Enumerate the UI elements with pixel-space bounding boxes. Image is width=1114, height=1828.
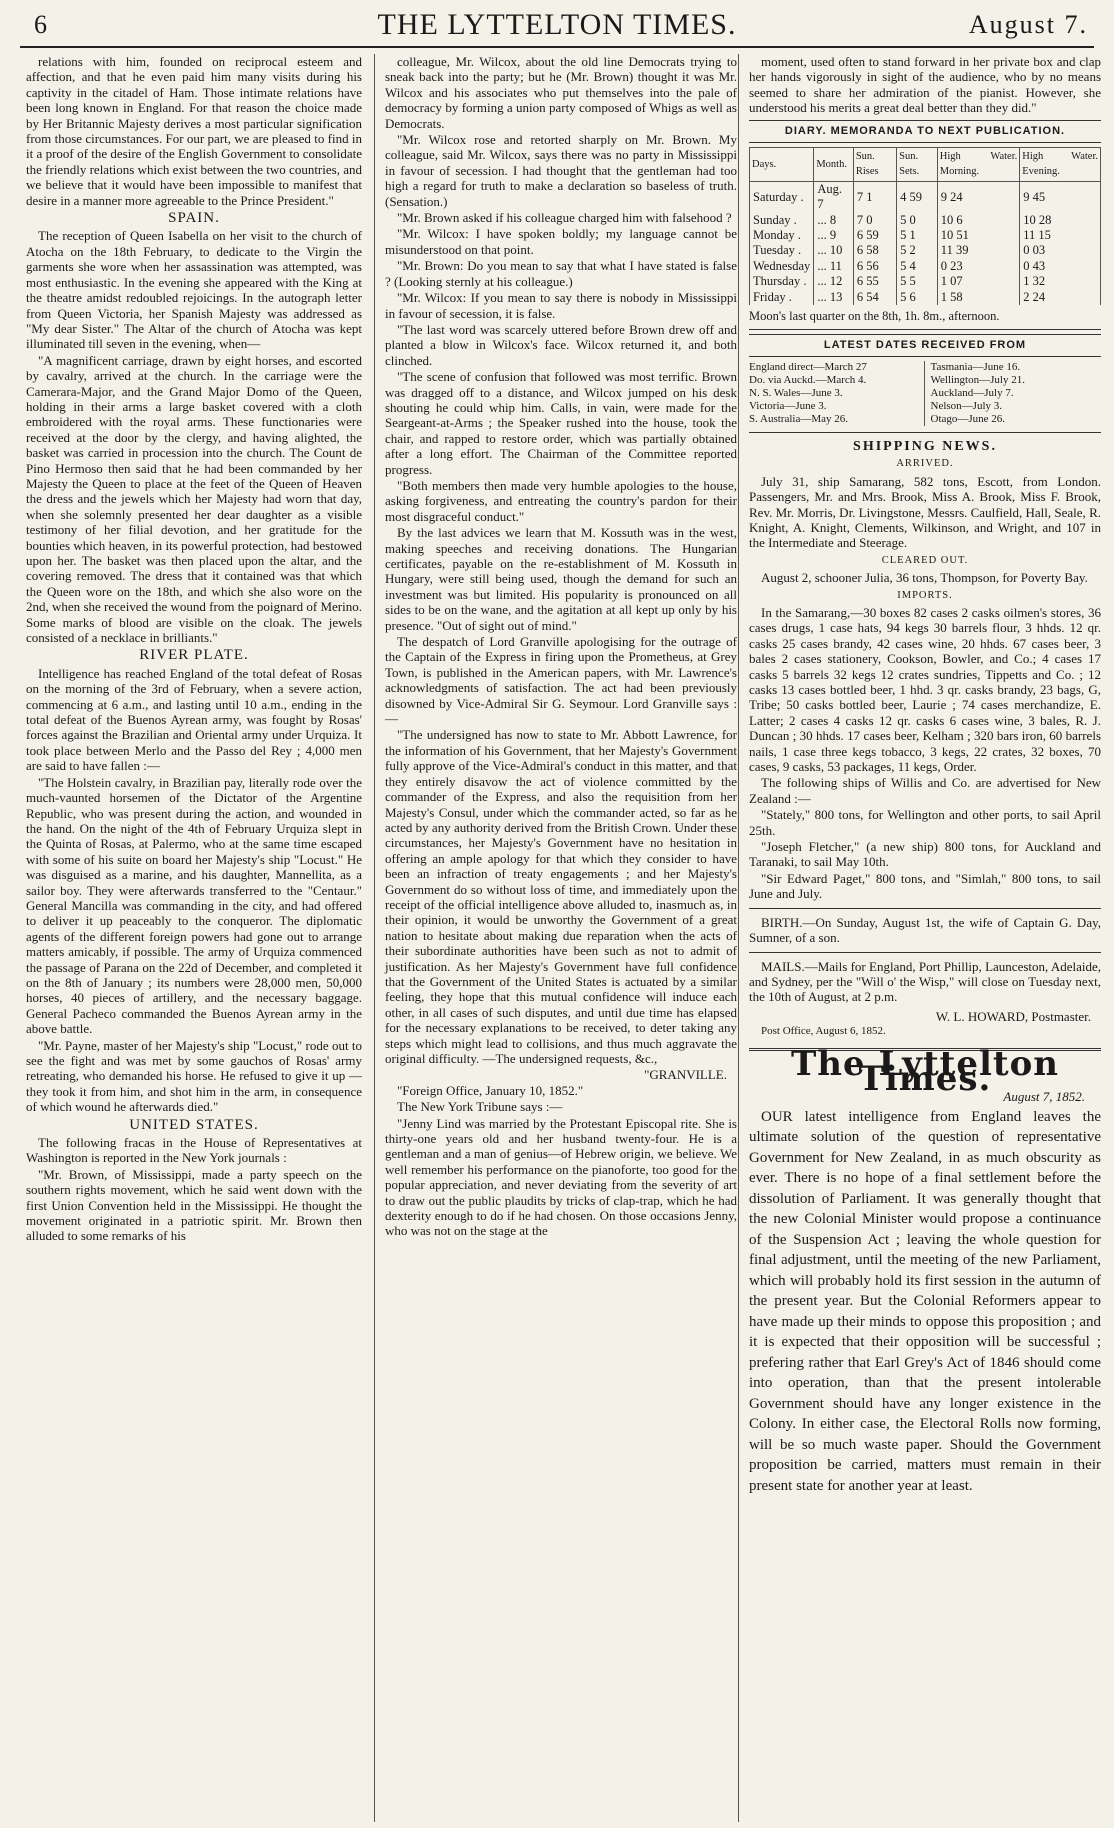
table-cell: 4 59 [897,181,938,212]
article-paragraph: relations with him, founded on reciprocal esteem and affection, and that he even paid him many visits during his captivity in the citadel of Ham. Those intimate relations have been long known in England. For that reason the choice made by Her Britannic Majesty derives a most particular signification from those circumstances. For our part, we are pleased to find in it a proof of the desire of the English Government to consolidate the friendly relations which exist between the two countries, and we believe that it would have been impossible to manifest that desire in a manner more agreeable to the Prince President." [26,54,362,208]
date-entry: Nelson—July 3. [930,399,1002,412]
table-cell: 5 4 [897,259,938,274]
article-quote: "Mr. Payne, master of her Majesty's ship "Locust," rode out to see the fight and was met by some gauchos of Rosas' army retreating, who demanded his horse. He refused to give it up —they took it from him, and shot him in the arm, in consequence of which wound he afterwards died." [26,1037,362,1115]
section-heading-united-states: UNITED STATES. [129,1116,259,1133]
table-cell: 6 54 [853,290,896,305]
table-header: Sun. Sets. [897,148,938,182]
table-cell: 6 56 [853,259,896,274]
table-header: High Water. Morning. [937,148,1019,182]
article-paragraph: Intelligence has reached England of the total defeat of Rosas on the morning of the 3rd of February, when a severe action, commencing at 6 a.m., and lasting until 10 a.m., ending in the total defeat of the Buenos Ayrean army, was fought by Rosas' forces against the Brazilian and Oriental army under Urquiza. It took place between Merlo and the Passo del Rey ; 4,000 men are said to have fallen :— [26,665,362,774]
article-quote: "Mr. Brown: Do you mean to say that what I have stated is false ? (Looking sternly at his colleague.) [385,258,737,289]
latest-dates [749,361,1101,426]
article-quote: "Mr. Brown asked if his colleague charged him with falsehood ? [397,210,732,226]
table-row [750,228,1101,243]
article-quote: "A magnificent carriage, drawn by eight horses, and escorted by cavalry, arrived at the church. In the carriage were the Camerara-Major, and the Grand Major Domo of the Queen, holding in their arms a large basket covered with a cloth embroidered with the royal arms. These functionaries were received at the door by the clergy, and having alighted, the basket was carried in procession into the church. The Count de Pino Hermoso then said that he had been commanded by her Majesty the Queen to place at the feet of the Queen of Heaven the dress and the jewels which her Majesty had worn that day, when she solemnly presented her dear daughter as a visible testimony of her filial devotion, and her gratitude for the bounties which heaven, in its powerful protection, had bestowed upon her. The basket was then placed upon the altar, and the covering removed. The dress that it contained was that which the Queen wore on the 18th, and which she also wore on the 2nd, when she received the wound from the poignard of Merino. Some marks of blood are visible on the cloak. The jewels consisted of a necklace in brilliants." [26,352,362,646]
diary-table [749,147,1101,305]
column-2 [374,54,737,1822]
table-cell: ... 11 [814,259,854,274]
table-header: Month. [814,148,854,182]
table-cell: 10 6 [937,213,1019,228]
table-cell: ... 10 [814,243,854,258]
cleared-text: August 2, schooner Julia, 36 tons, Thompson, for Poverty Bay. [761,570,1088,586]
table-cell: 6 58 [853,243,896,258]
page-number: 6 [34,10,47,39]
table-cell: ... 13 [814,290,854,305]
article-paragraph: By the last advices we learn that M. Kossuth was in the west, making speeches and receiving donations. The Hungarian certificates, payable on the re-establishment of M. Kossuth in Hungary, were still being used, though the demand for such an investment was but limited. His popularity is pronounced on all sides to be on the wane, and the agitation at all kept up only by his presence. "Out of sight out of mind." [385,525,737,633]
article-quote: "Mr. Wilcox: If you mean to say there is nobody in Mississippi in favour of secession, it is false. [385,290,737,321]
ship-listing: "Joseph Fletcher," (a new ship) 800 tons, for Auckland and Taranaki, to sail May 10th. [749,839,1101,870]
table-header: Days. [750,148,814,182]
article-quote: "The scene of confusion that followed was most terrific. Brown was dragged off to a distance, and Wilcox jumped on his desk shouting he could whip him. Calls, in vain, were made for the Seargeant-at-Arms ; the Speaker rushed into the house, took the chair, and rapped to restore order, which was partially obtained after a long effort. The Chairman of the Committee reported progress. [385,369,737,477]
moon-note: Moon's last quarter on the 8th, 1h. 8m., afternoon. [749,309,1101,329]
table-cell: 7 1 [853,181,896,212]
mails-notice: MAILS.—Mails for England, Port Phillip, Launceston, Adelaide, and Sydney, per the "Will o' the Wisp," will close on Tuesday next, the 10th of August, at 2 p.m. [749,958,1101,1005]
date-entry: Victoria—June 3. [749,399,827,412]
table-cell: 6 55 [853,274,896,289]
table-cell: 2 24 [1020,290,1101,305]
arrived-heading: ARRIVED. [896,458,954,470]
table-cell: ... 9 [814,228,854,243]
table-cell: Sunday . [750,213,814,228]
diary-title: DIARY. MEMORANDA TO NEXT PUBLICATION. [749,120,1101,143]
article-quote: "Foreign Office, January 10, 1852." [397,1082,584,1098]
table-cell: 0 03 [1020,243,1101,258]
table-cell: 1 32 [1020,274,1101,289]
table-row [750,213,1101,228]
table-cell: Friday . [750,290,814,305]
birth-notice: BIRTH.—On Sunday, August 1st, the wife of Captain G. Day, Sumner, of a son. [749,914,1101,946]
table-cell: 1 58 [937,290,1019,305]
table-cell: 5 2 [897,243,938,258]
table-cell: 5 0 [897,213,938,228]
article-paragraph: The following fracas in the House of Representatives at Washington is reported in the New York journals : [26,1135,362,1166]
article-quote: "Mr. Wilcox: I have spoken boldly; my language cannot be misunderstood on that point. [385,226,737,257]
table-cell: Tuesday . [750,243,814,258]
table-cell: Aug. 7 [814,181,854,212]
postmaster-signature: W. L. HOWARD, Postmaster. [935,1008,1091,1024]
shipping-news-heading: SHIPPING NEWS. [853,438,997,454]
editorial-text: OUR latest intelligence from England leaves the ultimate solution of the question of representative Government for New Zealand, in as much obscurity as ever. There is no hope of a final settlement before the dissolution of Parliament. It was generally thought that the new Colonial Minister would propose a continuance of the Suspension Act ; leaving the whole question for final adjustment, until the meeting of the new Parliament, which will probably hold its first session in the autumn of the present year. But the Colonial Reformers appear to have made up their minds to oppose this proposition ; and it is expected that their opposition will be successful ; prefering rather that Earl Grey's Act of 1846 should come into operation, than that the present intolerable Government should have any longer existence in the Colony. In either case, the Electoral Rolls now forming, will be so much waste paper. Should the Government proposition be carried, matters must remain in their present state for another year at least. [749,1108,1101,1494]
table-cell: 11 15 [1020,228,1101,243]
table-cell: 9 24 [937,181,1019,212]
table-row [750,274,1101,289]
section-heading-spain: SPAIN. [168,210,220,227]
table-cell: Monday . [750,228,814,243]
article-paragraph: moment, used often to stand forward in her private box and clap her hands vigorously in sight of the audience, who by no means seemed to share her admiration of the pianist. However, she understood his merits a great deal better than they did." [749,54,1101,116]
date-entry: S. Australia—May 26. [749,412,848,425]
table-cell: 5 1 [897,228,938,243]
column-3 [738,54,1101,1822]
table-cell: 10 51 [937,228,1019,243]
table-cell: Saturday . [750,181,814,212]
article-quote: "Both members then made very humble apologies to the house, asking forgiveness, and entreating the country's pardon for their most disgraceful conduct." [385,477,737,524]
date-entry: Auckland—July 7. [930,386,1014,399]
willis-text: The following ships of Willis and Co. are advertised for New Zealand :— [749,775,1101,806]
table-cell: 5 5 [897,274,938,289]
table-cell: 0 43 [1020,259,1101,274]
article-quote: "The Holstein cavalry, in Brazilian pay, literally rode over the much-vaunted horsemen of the Dictator of the Argentine Republic, who was present during the action, and wounded in the hand. On the night of the 4th of February Urquiza slept in the Quinta of Rosas, at Palermo, who at the same time escaped with some of his suite on board her Majesty's ship "Locust." He was disguised as a marine, and his daughter, Mannellita, as a sailor boy. They were afterwards transferred to the "Centaur." General Mancilla was commanding in the city, and had offered to deliver it up peaceably to the conqueror. The diplomatic agents of the different foreign powers had gone out to arrange matters amicably, if possible. The army of Urquiza commenced the passage of Parana on the 22d of December, and completed it on the 8th of January ; its numbers were 28,000 men, 50,000 horses, 40 pieces of artillery, and the necessary baggage. General Pacheco commanded the Buenos Ayrean army in the above battle. [26,774,362,1037]
imports-heading: IMPORTS. [897,589,953,601]
newspaper-title: THE LYTTELTON TIMES. [377,8,737,41]
table-cell: Wednesday [750,259,814,274]
signature: "GRANVILLE. [644,1067,727,1083]
section-heading-river-plate: RIVER PLATE. [139,647,249,664]
article-quote: "Jenny Lind was married by the Protestant Episcopal rite. She is thirty-one years old and her husband twenty-four. He is a gentleman and a man of genius—of Hebrew origin, we believe. We well remember his performance on the pianoforte, too good for the popular appreciation, and never deviating from the severity of art to draw out the public plaudits by tricks of clap-trap, which he had dexterity enough to do if he had chosen. On those occasions Jenny, who was not on the stage at the [385,1115,737,1239]
article-quote: "The undersigned has now to state to Mr. Abbott Lawrence, for the information of his Government, that her Majesty's Government fully approve of the Vice-Admiral's conduct in this matter, and that they entirely disavow the act of violence committed by the commander of the Express, and also the requisition from her Majesty's Consul, under which the commander acted, so far as he acted by any authority derived from the British Crown. Under these circumstances, her Majesty's Government have no hesitation in offering an ample apology for that which they consider to have been an infraction of treaty engagements ; and her Majesty's Government do so without loss of time, and immediately upon the receipt of the official intelligence above alluded to, inasmuch as, in their opinion, it would be unworthy the Government of a great nation to hesitate about making due reparation when the acts of their subordinate authorities have been such as not to admit of justification. As her Majesty's Government have full confidence that the Government of the United States is actuated by a similar feeling, they hope that this mutual confidence will induce each other, in all cases of such disputes, and until due time has elapsed for the necessary explanations to be received, to deter taking any steps which might lead to collisions, and thus much aggravate the original difficulty. —The undersigned requests, &c., [385,727,737,1066]
table-cell: 5 6 [897,290,938,305]
date-entry: Wellington—July 21. [930,373,1025,386]
table-cell: 1 07 [937,274,1019,289]
imports-text: In the Samarang,—30 boxes 82 cases 2 casks oilmen's stores, 36 cases drugs, 1 case hats, 94 kegs 30 barrels flour, 3 hhds. 12 qr. casks 25 cases brandy, 42 cases wine, 20 hhds. 67 cases beer, 3 bales 2 cases stationery, Cookson, Bowler, and Co.; 4 cases 17 casks 5 barrels 32 kegs 12 crates sundries, Tippetts and Co. ; 12 casks 13 cases bottled beer, 1 hhd. 3 qr. casks brandy, 23 bags, G, Tribe; 50 casks bottled beer, Laurie ; 74 cases merchandize, E. Latter; 2 cases 4 casks 12 qr. casks 6 cases wine, 3 bales, R. J. Duncan ; 30 hhds. 17 cases beer, Kelham ; 320 bars iron, 60 barrels nails, 1 case three kegs tobacco, 3 kegs, 22 crates, 32 boxes, 70 cases, 9 casks, 53 packages, 11 kegs, Order. [749,604,1101,775]
article-paragraph: The reception of Queen Isabella on her visit to the church of Atocha on the 18th February, to dedicate to the Virgin the garments she wore when her assassination was attempted, was most enthusiastic. In the evening she appeared with the King at the theatre amidst redoubled rejoicings. In the autograph letter from Queen Victoria, her Spanish Majesty was addressed as "My dear Sister." The Altar of the church of Atocha was kept illuminated till seven in the evening, when— [26,228,362,352]
article-quote: "The last word was scarcely uttered before Brown drew off and planted a blow in Wilcox's face. Wilcox returned it, and both clinched. [385,321,737,368]
article-paragraph: colleague, Mr. Wilcox, about the old line Democrats trying to sneak back into the party; but he (Mr. Brown) thought it was Mr. Wilcox and his associates who put themselves into the pale of democracy by forming a union party composed of Whigs as well as Democrats. [385,54,737,131]
article-quote: "Mr. Wilcox rose and retorted sharply on Mr. Brown. My colleague, said Mr. Wilcox, says there was no party in Mississippi in favour of secession. I had thought that the gentleman had too high a regard for truth to make a declaration so baseless of truth. (Sensation.) [385,132,737,209]
arrived-text: July 31, ship Samarang, 582 tons, Escott, from London. Passengers, Mr. and Mrs. Brook, Miss A. Brook, Miss F. Brook, Rev. Mr. Morris, Dr. Livingstone, Messrs. Caulfield, Hall, Seale, R. Knight, A. Knight, Clements, Wilkinson, and Wright, and 107 in the Intermediate and Steerage. [749,473,1101,551]
table-header: Sun. Rises [853,148,896,182]
table-row [750,290,1101,305]
table-cell: 11 39 [937,243,1019,258]
table-cell: 6 59 [853,228,896,243]
table-header: High Water. Evening. [1020,148,1101,182]
editorial-masthead: The Lyttelton Times. [749,1048,1101,1088]
ship-listing: "Stately," 800 tons, for Wellington and other ports, to sail April 25th. [749,807,1101,838]
date-entry: Otago—June 26. [930,412,1006,425]
date-entry: Tasmania—June 16. [930,360,1021,373]
table-cell: 7 0 [853,213,896,228]
table-row [750,181,1101,212]
editorial-date: August 7, 1852. [1003,1089,1085,1105]
post-office-date: Post Office, August 6, 1852. [761,1025,886,1038]
table-cell: ... 12 [814,274,854,289]
article-paragraph: The despatch of Lord Granville apologising for the outrage of the Captain of the Express in firing upon the Prometheus, at Grey Town, is published in the American papers, with Mr. Lawrence's acknowledgments of satisfaction. The act had been previously disowned by Vice-Admiral Sir G. Seymour. Lord Granville says :— [385,634,737,727]
issue-date: August 7. [968,10,1088,39]
latest-dates-title: LATEST DATES RECEIVED FROM [749,334,1101,357]
table-cell: 10 28 [1020,213,1101,228]
cleared-heading: CLEARED OUT. [881,554,969,566]
table-cell: Thursday . [750,274,814,289]
table-cell: 0 23 [937,259,1019,274]
masthead [20,6,1094,48]
table-row [750,259,1101,274]
date-entry: Do. via Auckd.—March 4. [749,373,867,386]
table-row [750,243,1101,258]
article-paragraph: The New York Tribune says :— [397,1099,563,1115]
ship-listing: "Sir Edward Paget," 800 tons, and "Simlah," 800 tons, to sail June and July. [749,870,1101,902]
table-cell: ... 8 [814,213,854,228]
column-1 [26,54,362,1822]
date-entry: England direct—March 27 [749,360,867,373]
table-cell: 9 45 [1020,181,1101,212]
article-quote: "Mr. Brown, of Mississippi, made a party speech on the southern rights movement, which he said went down with the first Union Convention held in the Mississippi. He thought the movement originated in a patriotic spirit. Mr. Brown then alluded to some remarks of his [26,1166,362,1244]
date-entry: N. S. Wales—June 3. [749,386,843,399]
